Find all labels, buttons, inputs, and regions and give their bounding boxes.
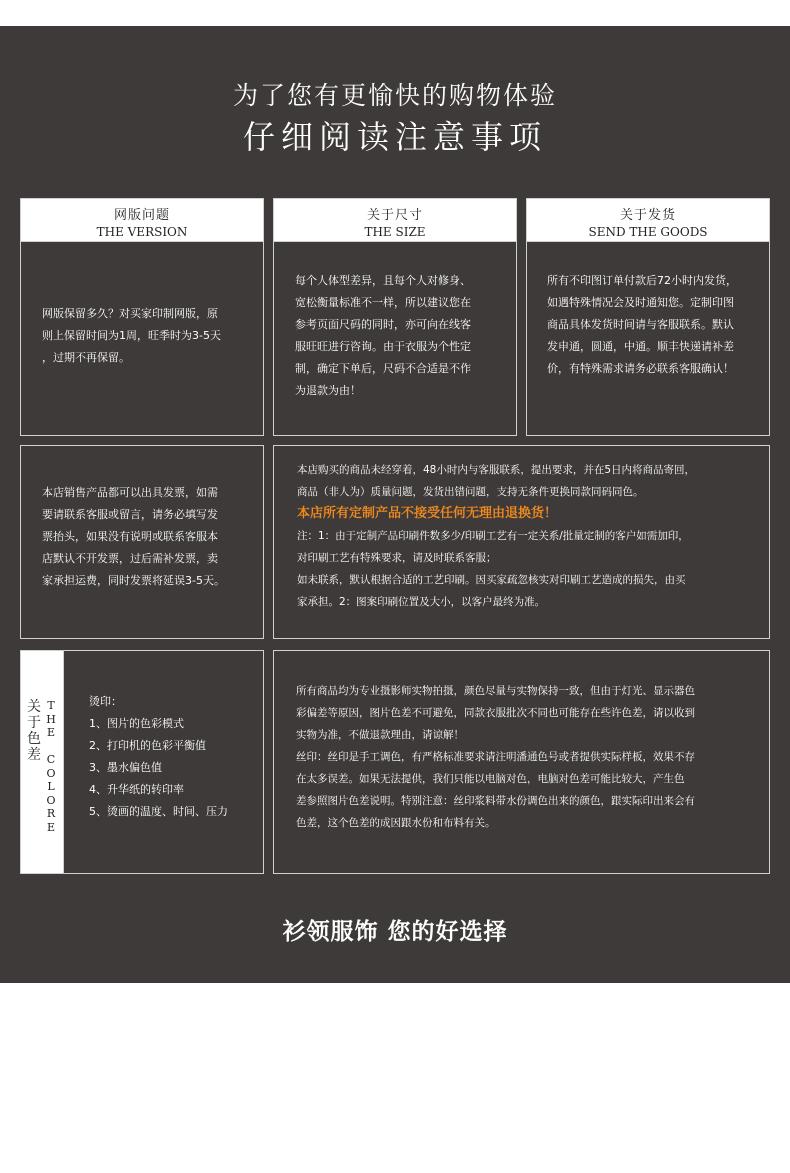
side-label-en: T H E C O L O R E [46,699,56,834]
card-title-zh: 网版问题 [113,208,170,223]
text-line: 注：1：由于定制产品印刷件数多少/印刷工艺有一定关系/批量定制的客户如需加印， [297,530,689,542]
text-line: 实物为准，不做退款理由，请谅解！ [296,729,464,741]
text-line: 家承担。2：图案印刷位置及大小，以客户最终为准。 [297,596,546,608]
text-line: 如未联系，默认根据合适的工艺印刷。因买家疏忽核实对印刷工艺造成的损失，由买 [297,574,686,586]
text-line: 宽松衡量标准不一样，所以建议您在 [295,296,471,309]
text-line: 丝印：丝印是手工调色，有严格标准要求请注明潘通色号或者提供实际样板，效果不存 [296,751,695,763]
text-line: 所有不印图订单付款后72小时内发货， [547,274,737,287]
text-line: 为退款为由！ [295,384,361,397]
text-line: 在太多误差。如果无法提供，我们只能以电脑对色，电脑对色差可能比较大，产生色 [296,773,685,785]
text-line: 本店销售产品都可以出具发票，如需 [42,486,218,499]
text-line: 价，有特殊需求请务必联系客服确认！ [547,362,734,375]
text-line: 本店购买的商品未经穿着，48小时内与客服联系，提出要求，并在5日内将商品寄回， [297,464,696,476]
version-text [42,303,252,369]
card-title-en: THE SIZE [364,225,426,239]
text-line: 店默认不开发票，过后需补发票，卖 [42,552,218,565]
text-line: 要请联系客服或留言，请务必填写发 [42,508,218,521]
invoice-text [42,482,256,592]
text-line: ，过期不再保留。 [42,351,130,364]
brand-slogan: 衫领服饰 您的好选择 [282,918,508,945]
text-line: 服旺旺进行咨询。由于衣服为个性定 [295,340,471,353]
text-line: 色差，这个色差的成因跟水份和布料有关。 [296,817,496,829]
list-item: 1、图片的色彩模式 [89,717,184,730]
card-header-goods [526,198,770,242]
card-title-zh: 关于尺寸 [366,208,423,223]
side-label-zh: 关 于 色 差 [27,699,41,763]
text-line: 参考页面尺码的同时，亦可向在线客 [295,318,471,331]
text-line: 票抬头，如果没有说明或联系客服本 [42,530,218,543]
list-item: 3、墨水偏色值 [89,761,162,774]
photo-text [296,680,766,834]
card-title-en: THE VERSION [96,225,188,239]
list-item: 2、打印机的色彩平衡值 [89,739,206,752]
list-item: 4、升华纸的转印率 [89,783,184,796]
text-line: 网版保留多久？对买家印制网版，原 [42,307,218,320]
color-text [89,691,261,823]
card-header-size [273,198,517,242]
color-side-label [20,650,64,874]
page-title: 仔细阅读注意事项 [242,118,547,156]
card-title-zh: 关于发货 [619,208,676,223]
text-line: 如遇特殊情况会及时通知您。定制印图 [547,296,734,309]
text-line: 所有商品均为专业摄影师实物拍摄，颜色尽量与实物保持一致，但由于灯光、显示器色 [296,685,695,697]
returns-text [297,459,767,613]
text-line: 则上保留时间为1周，旺季时为3-5天 [42,329,221,342]
text-line: 对印刷工艺有特殊要求，请及时联系客服； [297,552,497,564]
text-line: 商品具体发货时间请与客服联系。默认 [547,318,734,331]
page-subtitle: 为了您有更愉快的购物体验 [232,81,557,110]
list-item: 5、烫画的温度、时间、压力 [89,805,228,818]
text-line: 制，确定下单后，尺码不合适是不作 [295,362,471,375]
no-return-warning: 本店所有定制产品不接受任何无理由退换货！ [297,506,558,521]
text-line: 家承担运费，同时发票将延误3-5天。 [42,574,225,587]
goods-text [547,270,763,380]
text-line: 差参照图片色差说明。特别注意：丝印浆料带水份调色出来的颜色，跟实际印出来会有 [296,795,695,807]
text-line: 商品（非人为）质量问题，发货出错问题，支持无条件更换同款同码同色。 [297,486,644,498]
card-title-en: SEND THE GOODS [588,225,708,239]
text-line: 发申通，圆通，中通。顺丰快递请补差 [547,340,734,353]
text-line: 每个人体型差异，且每个人对修身、 [295,274,471,287]
size-text [295,270,509,402]
card-header-version [20,198,264,242]
text-line: 烫印： [89,695,122,708]
text-line: 彩偏差等原因，图片色差不可避免，同款衣服批次不同也可能存在些许色差，请以收到 [296,707,695,719]
